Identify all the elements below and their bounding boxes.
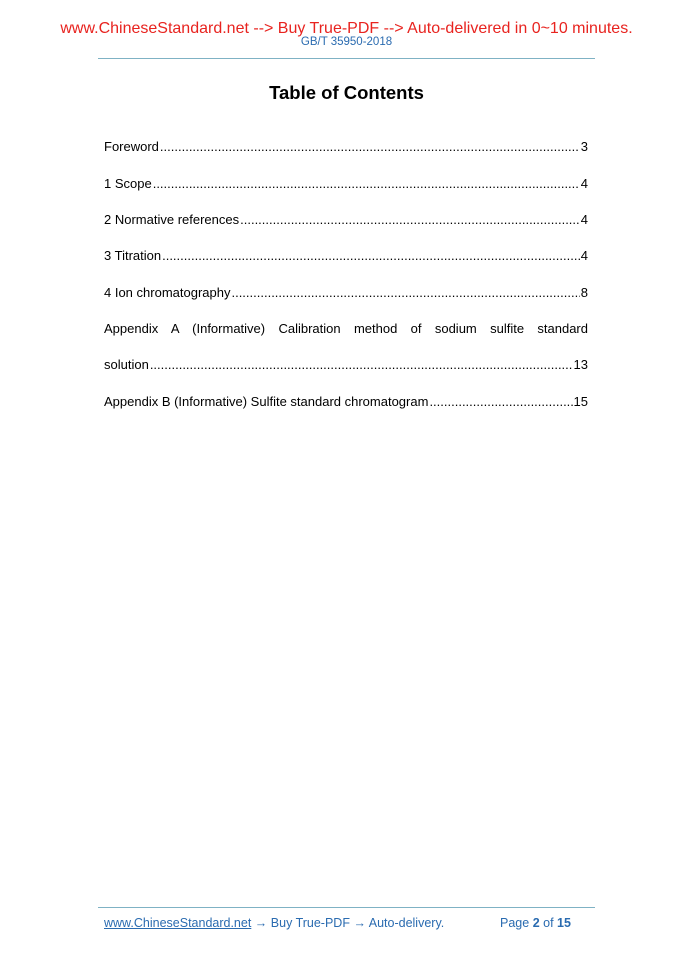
- footer-buy-text: Buy True-PDF: [270, 916, 350, 930]
- toc-entry-appendix-a-continuation[interactable]: [104, 357, 588, 373]
- toc-entry-appendix-a[interactable]: [104, 321, 588, 337]
- toc-entry-page: 3: [580, 139, 588, 154]
- promo-banner[interactable]: www.ChineseStandard.net --> Buy True-PDF --> Auto-delivered in 0~10 minutes.: [60, 20, 633, 37]
- toc-entry-label: Appendix B (Informative) Sulfite standard chromatogram: [104, 394, 429, 409]
- toc-entry-page: 13: [573, 357, 588, 372]
- page-indicator: [500, 916, 571, 931]
- toc-entry-page: 4: [580, 212, 588, 227]
- toc-entry-normative-references[interactable]: [104, 212, 588, 228]
- footer-promo: [104, 916, 444, 931]
- toc-entry-ion-chromatography[interactable]: [104, 285, 588, 301]
- toc-entry-page: 8: [580, 285, 588, 300]
- toc-entry-label: 1 Scope: [104, 176, 152, 191]
- page-total: 15: [557, 916, 571, 930]
- footer-delivery-text: Auto-delivery.: [368, 916, 445, 930]
- toc-entry-label-continuation: solution: [104, 357, 149, 372]
- header-divider: [98, 58, 595, 59]
- toc-entry-scope[interactable]: [104, 176, 588, 192]
- toc-entry-page: 4: [580, 176, 588, 191]
- toc-entry-label: 2 Normative references: [104, 212, 240, 227]
- page-word: Page: [500, 916, 530, 930]
- page-title: Table of Contents: [269, 82, 424, 103]
- toc-leader-dots: [429, 394, 572, 410]
- toc-entry-label: Appendix A (Informative) Calibration method of sodium sulfite standard: [104, 321, 588, 336]
- toc-leader-dots: [240, 212, 580, 228]
- toc-entry-label: 3 Titration: [104, 248, 162, 263]
- toc-entry-titration[interactable]: [104, 248, 588, 264]
- toc-entry-foreword[interactable]: [104, 139, 588, 155]
- toc-entry-label: 4 Ion chromatography: [104, 285, 231, 300]
- standard-number: GB/T 35950-2018: [300, 36, 393, 48]
- toc-leader-dots: [160, 139, 580, 155]
- toc-entry-page: 4: [580, 248, 588, 263]
- toc-entry-label: Foreword: [104, 139, 159, 154]
- toc-entry-appendix-b[interactable]: [104, 394, 588, 410]
- footer-site-link[interactable]: www.ChineseStandard.net: [104, 916, 252, 930]
- toc-leader-dots: [150, 357, 573, 373]
- toc-leader-dots: [231, 285, 579, 301]
- of-word: of: [543, 916, 554, 930]
- toc-leader-dots: [153, 176, 580, 192]
- arrow-right-icon: →: [353, 916, 366, 930]
- footer-divider: [98, 907, 595, 908]
- toc-leader-dots: [162, 248, 580, 264]
- page-current: 2: [532, 916, 540, 930]
- arrow-right-icon: →: [254, 916, 268, 930]
- toc-entry-page: 15: [573, 394, 588, 409]
